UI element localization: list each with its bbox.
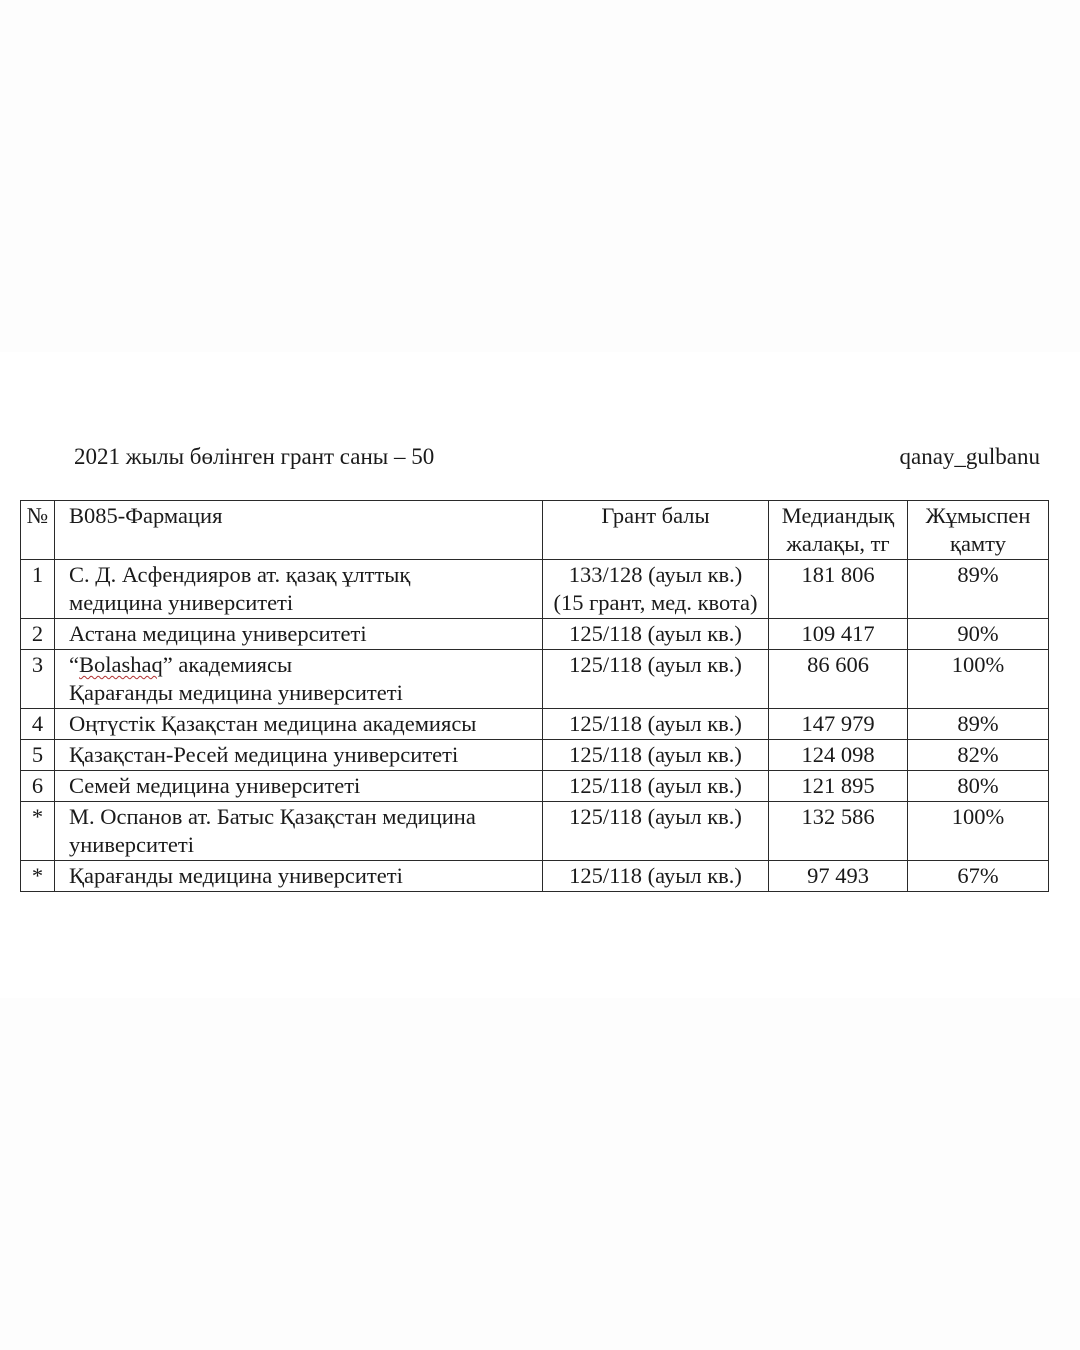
row-name — [55, 802, 543, 861]
row-salary: 97 493 — [769, 861, 908, 892]
row-employment: 80% — [908, 771, 1049, 802]
academy-word: ” академиясы — [162, 652, 293, 677]
table-header-row — [21, 501, 1049, 560]
row-score: 125/118 (ауыл кв.) — [543, 861, 769, 892]
row-score-line2: (15 грант, мед. квота) — [553, 590, 758, 615]
row-num: 4 — [21, 709, 55, 740]
header-salary — [769, 501, 908, 560]
table-row — [21, 709, 1049, 740]
row-score: 125/118 (ауыл кв.) — [543, 650, 769, 709]
row-score: 125/118 (ауыл кв.) — [543, 802, 769, 861]
row-employment: 67% — [908, 861, 1049, 892]
row-name-line2: медицина университеті — [69, 590, 294, 615]
table-row — [21, 802, 1049, 861]
row-num: 1 — [21, 560, 55, 619]
row-num: * — [21, 861, 55, 892]
row-score — [543, 560, 769, 619]
top-blank-area — [0, 0, 1080, 352]
row-num: 2 — [21, 619, 55, 650]
row-name — [55, 560, 543, 619]
row-num: 6 — [21, 771, 55, 802]
row-employment: 90% — [908, 619, 1049, 650]
row-name-line2: университеті — [69, 832, 194, 857]
header-employment-line2: қамту — [950, 531, 1006, 556]
row-score: 125/118 (ауыл кв.) — [543, 619, 769, 650]
table-row — [21, 771, 1049, 802]
row-salary: 86 606 — [769, 650, 908, 709]
header-score: Грант балы — [543, 501, 769, 560]
row-salary: 132 586 — [769, 802, 908, 861]
row-name-line2: Қарағанды медицина университеті — [69, 680, 403, 705]
row-name: Қазақстан-Ресей медицина университеті — [55, 740, 543, 771]
bottom-blank-area — [0, 998, 1080, 1350]
row-salary: 124 098 — [769, 740, 908, 771]
table-row — [21, 650, 1049, 709]
row-employment: 82% — [908, 740, 1049, 771]
row-name-line1 — [69, 651, 542, 679]
row-name-line1: М. Оспанов ат. Батыс Қазақстан медицина — [69, 804, 476, 829]
document-page — [0, 352, 1080, 998]
table-row — [21, 560, 1049, 619]
grant-table — [20, 500, 1049, 892]
row-employment: 100% — [908, 650, 1049, 709]
row-score: 125/118 (ауыл кв.) — [543, 740, 769, 771]
row-name: Астана медицина университеті — [55, 619, 543, 650]
row-employment: 89% — [908, 709, 1049, 740]
header-salary-line1: Медиандық — [781, 503, 895, 528]
header-employment-line1: Жұмыспен — [925, 503, 1031, 528]
row-score-line1: 133/128 (ауыл кв.) — [568, 562, 743, 587]
author-handle: qanay_gulbanu — [899, 444, 1040, 469]
row-num: * — [21, 802, 55, 861]
row-salary: 147 979 — [769, 709, 908, 740]
bolashaq-word: Bolashaq — [79, 652, 163, 677]
row-salary: 121 895 — [769, 771, 908, 802]
table-row — [21, 740, 1049, 771]
row-num: 5 — [21, 740, 55, 771]
row-employment: 100% — [908, 802, 1049, 861]
row-name: Қарағанды медицина университеті — [55, 861, 543, 892]
table-row — [21, 619, 1049, 650]
document-heading: 2021 жылы бөлінген грант саны – 50 — [74, 444, 435, 469]
row-name — [55, 650, 543, 709]
row-salary: 181 806 — [769, 560, 908, 619]
header-name: В085-Фармация — [55, 501, 543, 560]
row-employment: 89% — [908, 560, 1049, 619]
row-num: 3 — [21, 650, 55, 709]
table-row — [21, 861, 1049, 892]
row-name: Оңтүстік Қазақстан медицина академиясы — [55, 709, 543, 740]
row-name: Семей медицина университеті — [55, 771, 543, 802]
row-score: 125/118 (ауыл кв.) — [543, 709, 769, 740]
row-score: 125/118 (ауыл кв.) — [543, 771, 769, 802]
header-salary-line2: жалақы, тг — [786, 531, 890, 556]
header-employment — [908, 501, 1049, 560]
row-name-line1: С. Д. Асфендияров ат. қазақ ұлттық — [69, 562, 411, 587]
open-quote: “ — [69, 652, 79, 677]
header-num: № — [21, 501, 55, 560]
row-salary: 109 417 — [769, 619, 908, 650]
